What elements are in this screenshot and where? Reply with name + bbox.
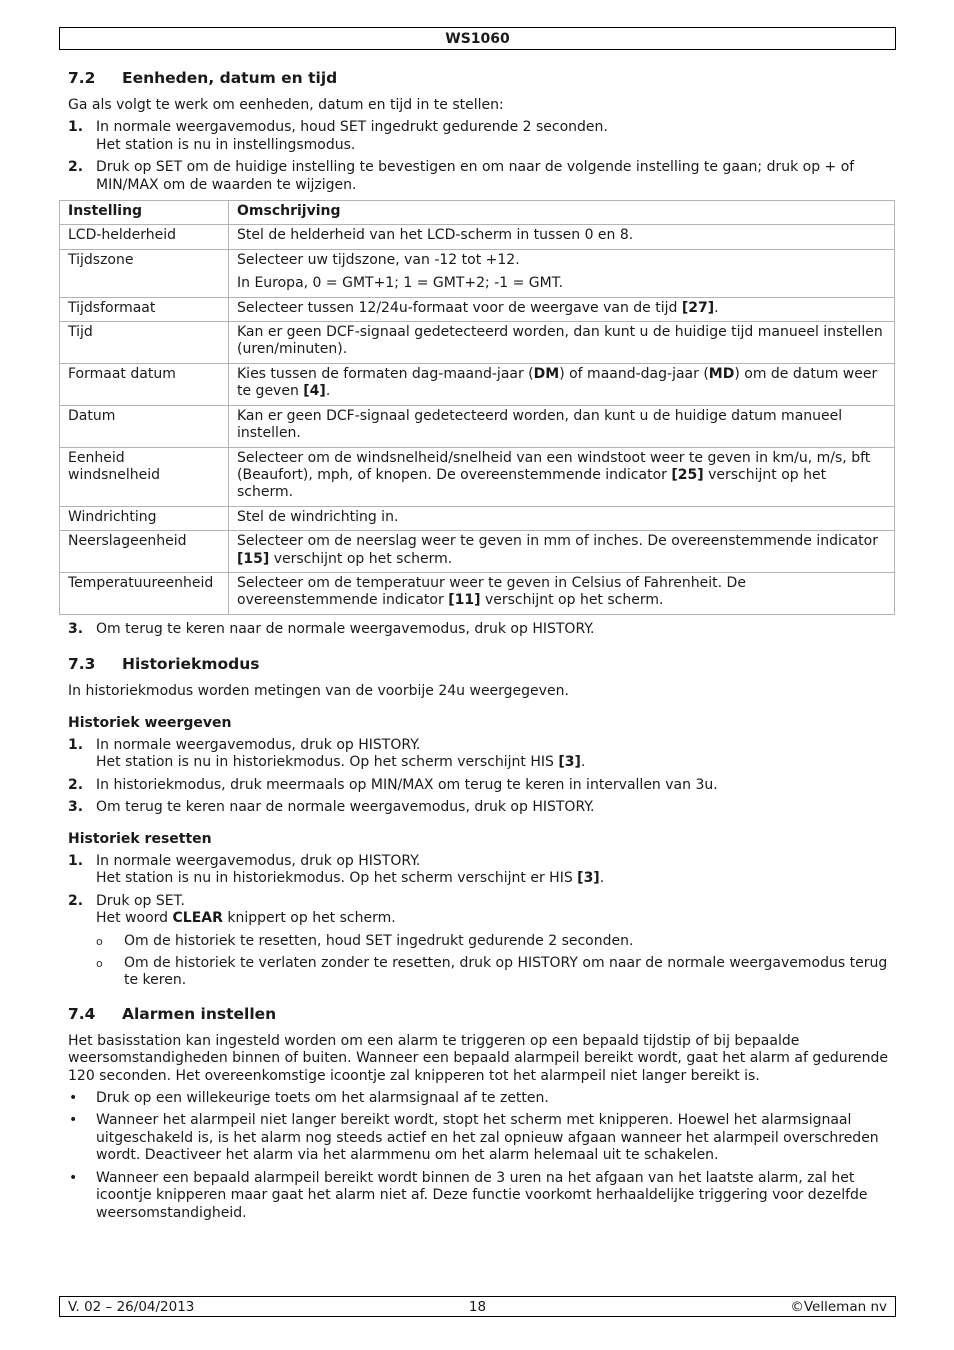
list-item: • Wanneer het alarmpeil niet langer bereikt wordt, stopt het scherm met knipperen. Hoewel het alarmsignaal uitgeschakeld is, is het alarm nog steeds actief en het zal opnieuw afgaan wanneer het alarmpeil overschreden wordt. Deactiveer het alarm via het alarmmenu om het alarm helemaal uit te schakelen. [69,1112,879,1164]
bullet-icon: • [69,1169,78,1186]
table-row: Tijdsformaat Selecteer tussen 12/24u-formaat voor de weergave van de tijd [27]. [60,297,895,321]
bullet-icon: • [69,1090,78,1107]
section-heading-7-2: 7.2 Eenheden, datum en tijd [68,69,338,87]
list-item: 2. Druk op SET. Het woord CLEAR knippert op het scherm. o Om de historiek te resetten, houd SET ingedrukt gedurende 2 seconden. o Om de historiek te verlaten zonder te resetten, druk op HISTORY om naar de normale weergavemodus terug te keren. [68,893,894,990]
list-item: 3. Om terug te keren naar de normale weergavemodus, druk op HISTORY. [68,620,595,637]
table-row: Tijdszone Selecteer uw tijdszone, van -12 tot +12. In Europa, 0 = GMT+1; 1 = GMT+2; -1 = GMT. [60,249,895,297]
section-heading-7-3: 7.3 Historiekmodus [68,655,260,674]
sub-options-list [96,933,894,990]
table-row: Eenheid windsnelheid Selecteer om de windsnelheid/snelheid van een windstoot weer te geven in km/u, m/s, bft (Beaufort), mph, of knopen. De overeenstemmende indicator [25] verschijnt op het scherm. [60,447,895,506]
list-item: • Druk op een willekeurige toets om het alarmsignaal af te zetten. [69,1090,549,1107]
page-number: 18 [468,1299,487,1315]
table-row: Datum Kan er geen DCF-signaal gedetecteerd worden, dan kunt u de huidige datum manueel instellen. [60,405,895,447]
page-content [68,66,894,1227]
section-heading-7-4: 7.4 Alarmen instellen [68,1004,277,1023]
settings-table [59,200,895,615]
list-item: o Om de historiek te resetten, houd SET ingedrukt gedurende 2 seconden. [96,932,634,949]
list-item: o Om de historiek te verlaten zonder te resetten, druk op HISTORY om naar de normale weergavemodus terug te keren. [96,955,888,989]
steps-list [68,621,894,638]
section-intro: Ga als volgt te werk om eenheden, datum en tijd in te stellen: [68,97,504,113]
table-row: Temperatuureenheid Selecteer om de temperatuur weer te geven in Celsius of Fahrenheit. De overeenstemmende indicator [11] verschijnt op het scherm. [60,572,895,614]
bullet-list [68,1090,894,1222]
subheading-historiek-resetten: Historiek resetten [68,830,212,847]
subheading-historiek-weergeven: Historiek weergeven [68,714,232,731]
circle-bullet-icon: o [96,934,103,948]
table-row: Windrichting Stel de windrichting in. [60,506,895,530]
list-item: 1. In normale weergavemodus, houd SET ingedrukt gedurende 2 seconden. Het station is nu in instellingsmodus. [68,119,608,153]
page-header [59,27,896,50]
steps-list [68,737,894,817]
list-item: 2. In historiekmodus, druk meermaals op MIN/MAX om terug te keren in intervallen van 3u. [68,776,718,793]
list-item: 1. In normale weergavemodus, druk op HISTORY. Het station is nu in historiekmodus. Op het scherm verschijnt er HIS [3]. [68,853,605,887]
copyright: ©Velleman nv [790,1299,887,1315]
table-row: Tijd Kan er geen DCF-signaal gedetecteerd worden, dan kunt u de huidige tijd manueel instellen (uren/minuten). [60,322,895,364]
list-item: • Wanneer een bepaald alarmpeil bereikt wordt binnen de 3 uren na het afgaan van het laatste alarm, zal het icoontje knipperen maar gaat het alarm niet af. Deze functie voorkomt herhaaldelijke triggering voor dezelfde weersomstandigheid. [69,1169,868,1221]
steps-list [68,853,894,990]
steps-list [68,119,894,194]
model-name: WS1060 [445,31,510,47]
list-item: 1. In normale weergavemodus, druk op HISTORY. Het station is nu in historiekmodus. Op het scherm verschijnt HIS [3]. [68,736,586,771]
version-date: V. 02 – 26/04/2013 [68,1299,195,1315]
table-header-row: Instelling Omschrijving [60,201,895,225]
table-row: LCD-helderheid Stel de helderheid van het LCD-scherm in tussen 0 en 8. [60,225,895,249]
list-item: 3. Om terug te keren naar de normale weergavemodus, druk op HISTORY. [68,799,595,816]
section-intro: In historiekmodus worden metingen van de voorbije 24u weergegeven. [68,683,569,700]
table-row: Formaat datum Kies tussen de formaten dag-maand-jaar (DM) of maand-dag-jaar (MD) om de datum weer te geven [4]. [60,363,895,405]
list-item: 2. Druk op SET om de huidige instelling te bevestigen en om naar de volgende instelling te gaan; druk op + of MIN/MAX om de waarden te wijzigen. [68,159,855,193]
table-row: Neerslageenheid Selecteer om de neerslag weer te geven in mm of inches. De overeenstemmende indicator [15] verschijnt op het scherm. [60,531,895,573]
page-footer [59,1296,896,1317]
circle-bullet-icon: o [96,957,103,971]
bullet-icon: • [69,1112,78,1129]
section-intro: Het basisstation kan ingesteld worden om een alarm te triggeren op een bepaald tijdstip of bij bepaalde weersomstandigheden binnen of buiten. Wanneer een bepaald alarmpeil bereikt wordt, gaat het alarm af gedurende 120 seconden. Het overeenkomstige icoontje zal knipperen tot het alarmpeil niet langer bereikt is. [68,1032,889,1084]
